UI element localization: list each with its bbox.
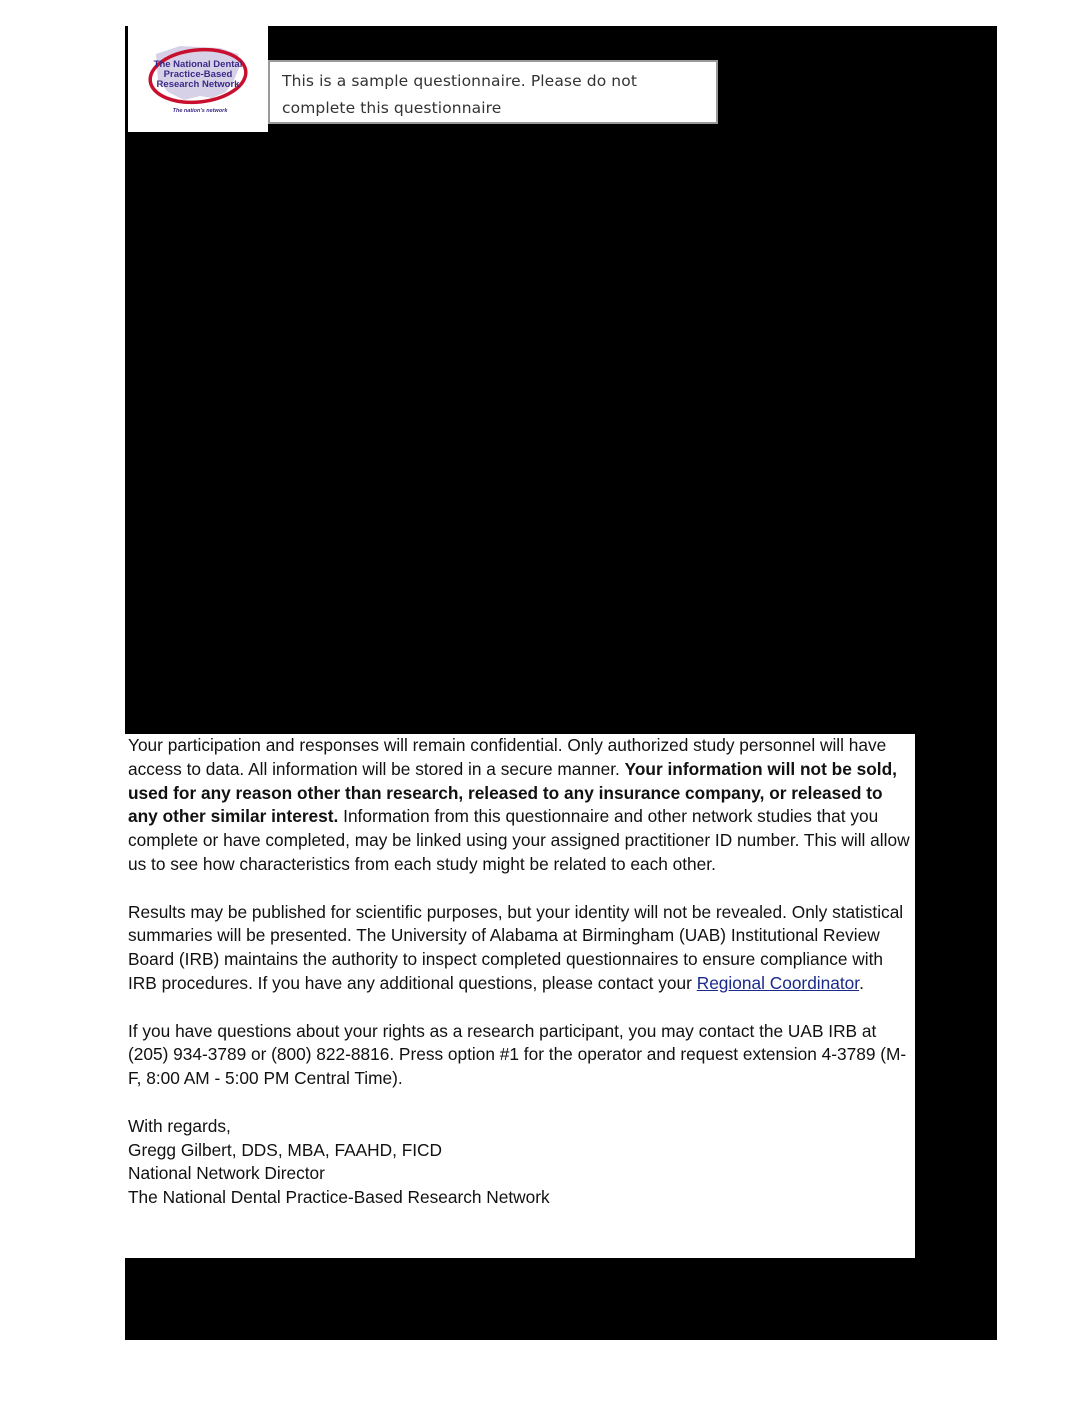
confidentiality-text-b: Information from this questionnaire and other network studies that you complete or have completed, may be linked using your assigned practitioner ID number. This will allow us to see how characteristics from each study might be related to each other. [128, 806, 910, 874]
logo-graphic [128, 26, 268, 132]
signature-regards: With regards, [128, 1115, 231, 1136]
results-text: Results may be published for scientific purposes, but your identity will not be revealed. Only statistical summaries will be presented. The University of Alabama at Birmingham (UAB) Institutional Review Board (IRB) maintains the authority to inspect completed questionnaires to ensure compliance with IRB procedures. If you have any additional questions, please contact your [128, 901, 904, 993]
logo-text-line1: The National Dental [153, 59, 243, 70]
confidentiality-bold-text: Your information will not be sold, used for any reason other than research, released to any insurance company, or released to any other similar interest. [128, 758, 897, 827]
results-paragraph [128, 901, 915, 996]
network-logo [128, 26, 268, 132]
redacted-block-bottom [125, 1258, 997, 1340]
signature-name: Gregg Gilbert, DDS, MBA, FAAHD, FICD [128, 1139, 443, 1160]
logo-text-line2: Practice-Based [163, 69, 233, 80]
notice-line-2: complete this questionnaire [282, 99, 502, 117]
results-period: . [859, 972, 864, 993]
logo-tagline: The nation's network [172, 108, 228, 114]
logo-text-line3: Research Network [156, 79, 240, 90]
confidentiality-text-a: Your participation and responses will remain confidential. Only authorized study personnel will have access to data. All information will be stored in a secure manner. [128, 735, 887, 779]
confidentiality-paragraph [128, 734, 915, 877]
signature-organization: The National Dental Practice-Based Research Network [128, 1187, 550, 1208]
redacted-block-right [915, 730, 997, 1260]
signature-title: National Network Director [128, 1163, 325, 1184]
regional-coordinator-link[interactable]: Regional Coordinator [696, 972, 860, 993]
irb-contact-paragraph: If you have questions about your rights as a research participant, you may contact the UAB IRB at (205) 934-3789 or (800) 822-8816. Press option #1 for the operator and request extension 4-3789 (M-F, 8:00 AM - 5:00 PM Central Time). [128, 1020, 907, 1089]
signature-block [128, 1115, 915, 1210]
notice-line-1: This is a sample questionnaire. Please do not [282, 72, 637, 90]
redacted-block-top [125, 26, 997, 734]
consent-text [125, 734, 915, 1258]
sample-notice [268, 60, 718, 124]
